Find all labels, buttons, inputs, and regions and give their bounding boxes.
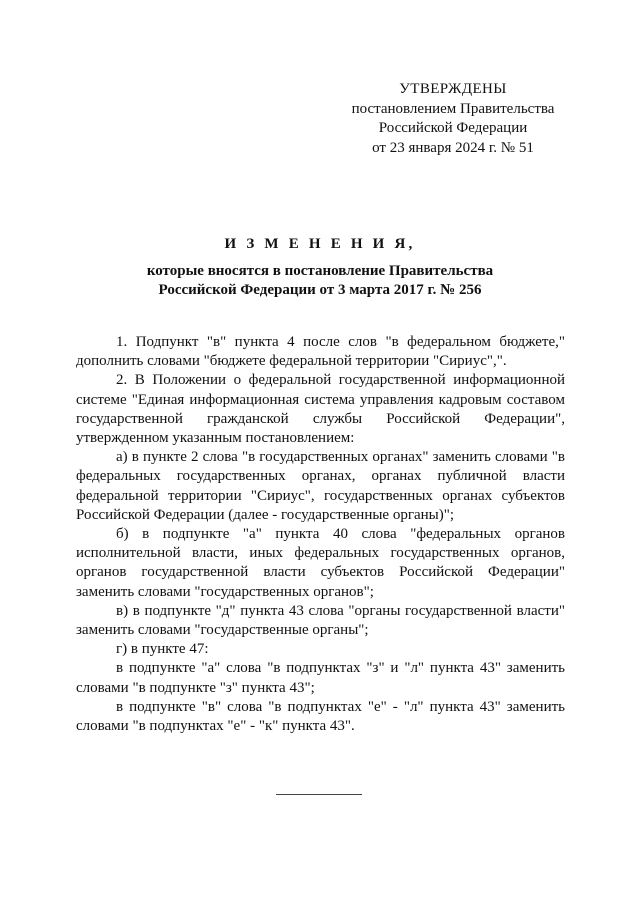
subtitle-line-2: Российской Федерации от 3 марта 2017 г. № 256 xyxy=(158,282,482,298)
document-subtitle xyxy=(140,262,500,300)
document-body xyxy=(76,333,565,736)
paragraph-2d: г) в пункте 47: xyxy=(116,641,209,658)
paragraph-2b: б) в подпункте "а" пункта 40 слова "федеральных органов исполнительной власти, иных федеральных государственных органов, органов государственной власти субъектов Российской Федерации" заменить словами "государственных органов"; xyxy=(76,526,565,600)
approval-heading: УТВЕРЖДЕНЫ xyxy=(399,81,507,97)
paragraph-2a: а) в пункте 2 слова "в государственных органах" заменить словами "в федеральных государственных органах, органах публичной власти федеральной территории "Сириус", государственных органах субъектов Российской Федерации (далее - государственные органы)"; xyxy=(76,449,565,523)
paragraph-2: 2. В Положении о федеральной государственной информационной системе "Единая информационная система управления кадровым составом государственной гражданской службы Российской Федерации", утвержденном указанным постановлением: xyxy=(76,372,565,447)
approval-stamp xyxy=(346,80,560,158)
approval-line-1: постановлением Правительства xyxy=(351,100,555,117)
paragraph-1: 1. Подпункт "в" пункта 4 после слов "в федеральном бюджете," дополнить словами "бюджете федеральной территории "Сириус",". xyxy=(76,334,565,370)
approval-line-3: от 23 января 2024 г. № 51 xyxy=(372,139,534,156)
subtitle-line-1: которые вносятся в постановление Правительства xyxy=(146,263,494,279)
document-title: И З М Е Н Е Н И Я, xyxy=(224,236,416,252)
paragraph-2d-1: в подпункте "а" слова "в подпунктах "з" и "л" пункта 43" заменить словами "в подпункте "з" пункта 43"; xyxy=(76,660,565,696)
end-separator-line xyxy=(276,794,362,795)
paragraph-2d-2: в подпункте "в" слова "в подпунктах "е" - "л" пункта 43" заменить словами "в подпунктах "е" - "к" пункта 43". xyxy=(76,698,565,735)
approval-line-2: Российской Федерации xyxy=(378,120,528,136)
paragraph-2c: в) в подпункте "д" пункта 43 слова "органы государственной власти" заменить словами "государственные органы"; xyxy=(76,602,565,639)
